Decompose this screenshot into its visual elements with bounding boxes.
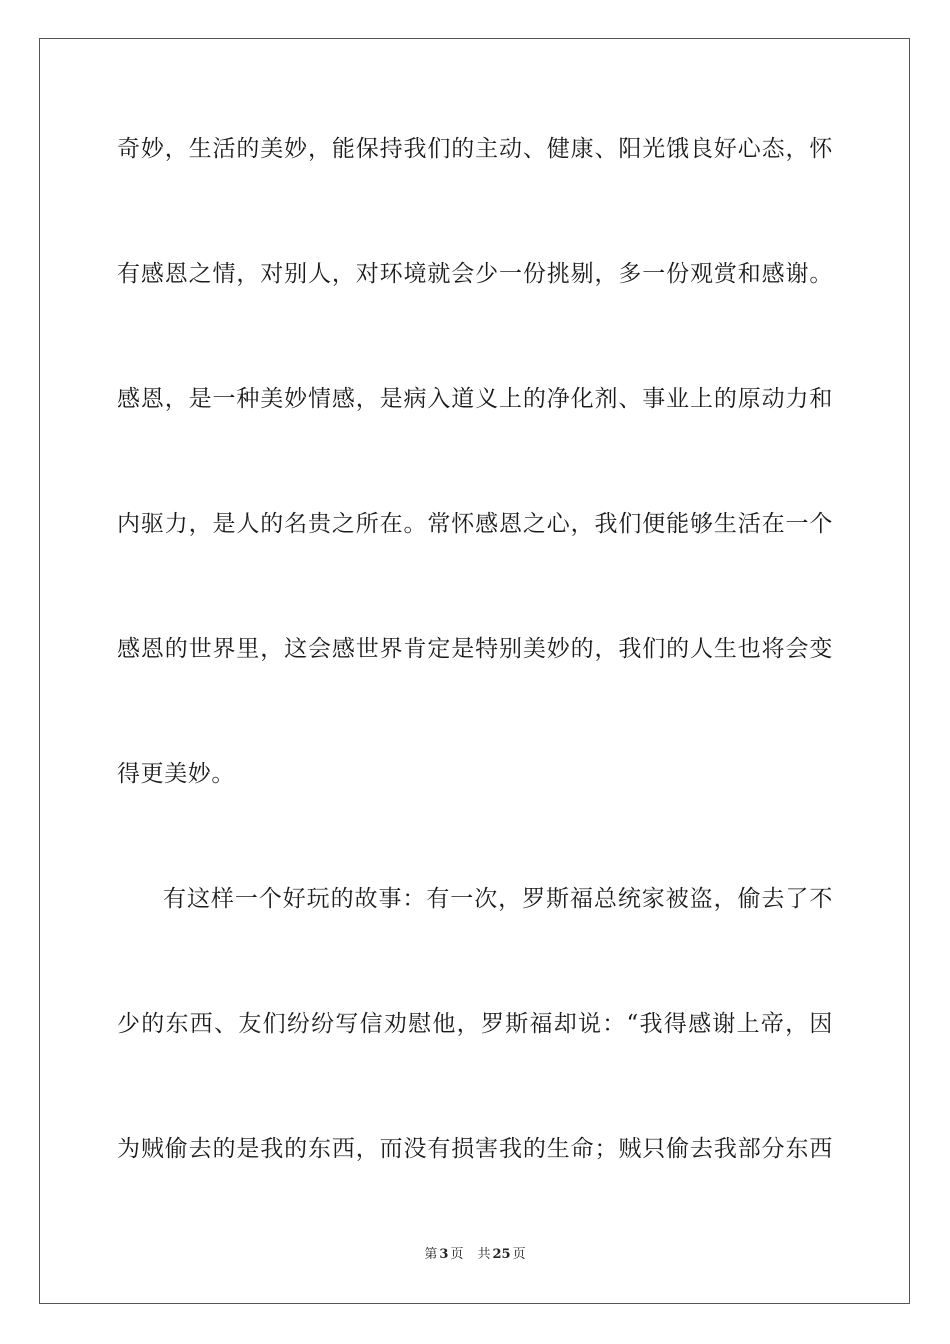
footer-total-prefix: 共 [477, 1247, 491, 1262]
paragraph-start-line: 有这样一个好玩的故事：有一次，罗斯福总统家被盗，偷去了不 [163, 886, 833, 912]
footer-total-suffix: 页 [512, 1247, 526, 1262]
text-line-8: 少的东西、友们纷纷写信劝慰他，罗斯福却说：“我得感谢上帝，因 [117, 1011, 833, 1037]
text-line-1: 奇妙，生活的美妙，能保持我们的主动、健康、阳光饿良好心态，怀 [117, 136, 833, 162]
text-line-4: 内驱力，是人的名贵之所在。常怀感恩之心，我们便能够生活在一个 [117, 511, 833, 537]
footer-page-number: 3 [439, 1247, 449, 1262]
text-line-2: 有感恩之情，对别人，对环境就会少一份挑剔，多一份观赏和感谢。 [117, 261, 833, 287]
text-line-3: 感恩，是一种美妙情感，是病入道义上的净化剂、事业上的原动力和 [117, 386, 833, 412]
footer-page-suffix: 页 [450, 1247, 464, 1262]
page-footer [0, 1246, 950, 1264]
footer-page-prefix: 第 [424, 1247, 438, 1262]
footer-total-pages: 25 [492, 1247, 511, 1262]
text-line-6: 得更美妙。 [117, 761, 235, 787]
text-line-9: 为贼偷去的是我的东西，而没有损害我的生命；贼只偷去我部分东西 [117, 1136, 833, 1162]
text-line-5: 感恩的世界里，这会感世界肯定是特别美妙的，我们的人生也将会变 [117, 636, 833, 662]
page-border [39, 38, 910, 1304]
